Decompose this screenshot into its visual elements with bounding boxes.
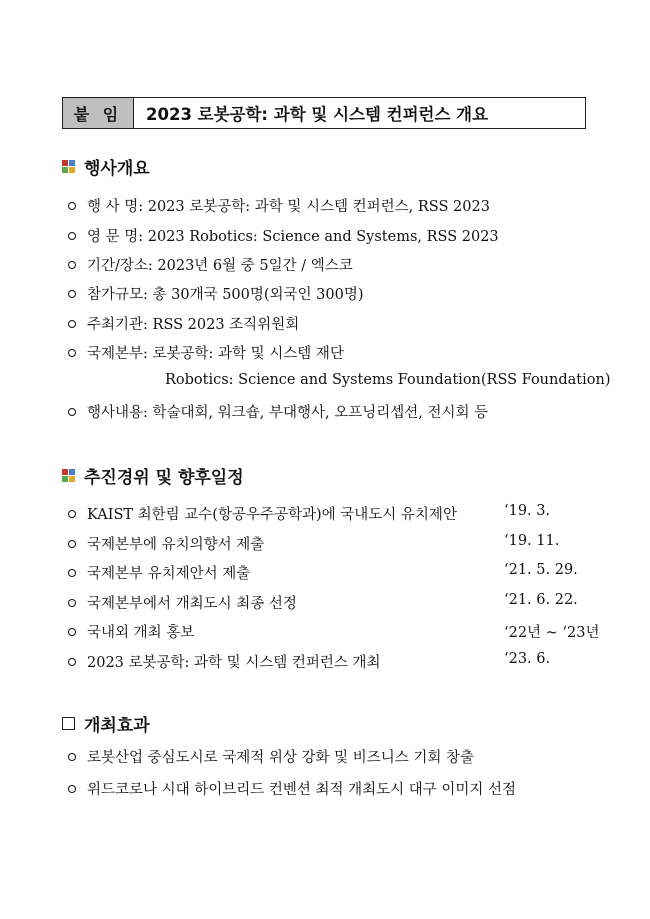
list-item: 국제본부: 로봇공학: 과학 및 시스템 재단 [68,342,344,363]
timeline-date: ‘23. 6. [504,651,551,667]
timeline-item: 2023 로봇공학: 과학 및 시스템 컨퍼런스 개최 [68,651,381,672]
circle-bullet-icon [68,753,76,761]
circle-bullet-icon [68,658,76,666]
circle-bullet-icon [68,290,76,298]
colored-squares-icon [62,160,76,174]
list-item: 기간/장소: 2023년 6월 중 5일간 / 엑스코 [68,254,353,275]
timeline-date: ‘21. 5. 29. [504,562,578,578]
section-effects-heading [62,711,150,736]
circle-bullet-icon [68,202,76,210]
circle-bullet-icon [68,261,76,269]
circle-bullet-icon [68,540,76,548]
circle-bullet-icon [68,408,76,416]
timeline-item: 국제본부에서 개최도시 최종 선정 [68,592,297,613]
timeline-date: ‘19. 3. [504,503,551,519]
timeline-date: ‘19. 11. [504,533,560,549]
circle-bullet-icon [68,349,76,357]
section-progress-title: 추진경위 및 향후일정 [84,468,244,488]
list-item: 참가규모: 총 30개국 500명(외국인 300명) [68,283,364,304]
circle-bullet-icon [68,628,76,636]
section-progress-heading [62,463,244,488]
title-box [62,97,586,129]
circle-bullet-icon [68,569,76,577]
timeline-item: KAIST 최한림 교수(항공우주공학과)에 국내도시 유치제안 [68,503,457,524]
attachment-tag: 붙 임 [63,98,134,128]
section-effects-title: 개최효과 [84,716,150,736]
timeline-item: 국제본부에 유치의향서 제출 [68,533,264,554]
document-title: 2023 로봇공학: 과학 및 시스템 컨퍼런스 개요 [146,105,489,124]
list-item: 영 문 명: 2023 Robotics: Science and Systems, RSS 2023 [68,225,499,246]
colored-squares-icon [62,469,76,483]
list-item-continuation: Robotics: Science and Systems Foundation(RSS Foundation) [165,372,611,388]
circle-bullet-icon [68,785,76,793]
circle-bullet-icon [68,232,76,240]
timeline-date: ‘21. 6. 22. [504,592,578,608]
list-item: 위드코로나 시대 하이브리드 컨벤션 최적 개최도시 대구 이미지 선점 [68,778,516,799]
list-item: 행사내용: 학술대회, 워크숍, 부대행사, 오프닝리셉션, 전시회 등 [68,401,488,422]
circle-bullet-icon [68,510,76,518]
square-box-icon [62,717,75,730]
circle-bullet-icon [68,599,76,607]
timeline-date: ‘22년 ~ ‘23년 [504,625,600,641]
timeline-item: 국내외 개최 홍보 [68,621,194,642]
list-item: 주최기관: RSS 2023 조직위원회 [68,313,299,334]
list-item: 로봇산업 중심도시로 국제적 위상 강화 및 비즈니스 기회 창출 [68,746,474,767]
circle-bullet-icon [68,320,76,328]
section-overview-heading [62,154,150,179]
timeline-item: 국제본부 유치제안서 제출 [68,562,250,583]
section-overview-title: 행사개요 [84,159,150,179]
list-item: 행 사 명: 2023 로봇공학: 과학 및 시스템 컨퍼런스, RSS 2023 [68,195,490,216]
